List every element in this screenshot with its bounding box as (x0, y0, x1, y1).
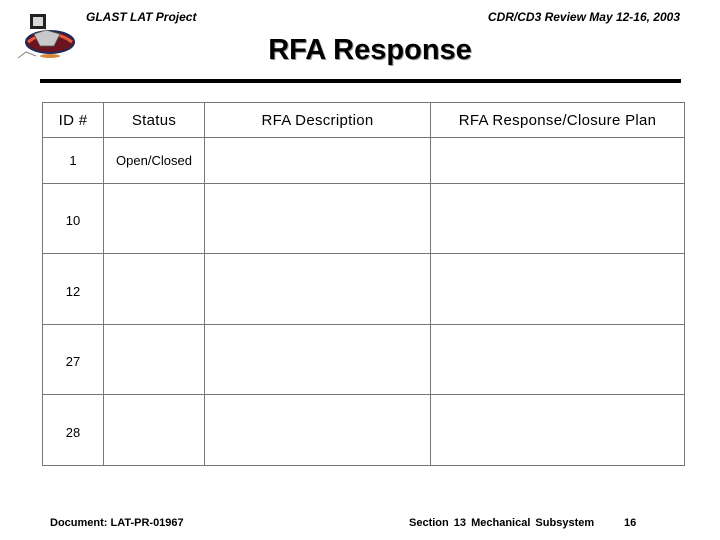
rfa-status-cell (104, 183, 205, 254)
table-row (43, 183, 685, 254)
table-row (43, 138, 685, 183)
page-number: 16 (624, 517, 637, 529)
page-title: RFA Response (268, 34, 472, 66)
column-header-status: Status (104, 103, 205, 138)
rfa-status-cell (104, 395, 205, 466)
rfa-status-cell (104, 324, 205, 395)
rfa-id-text: 12 (65, 283, 81, 299)
section-label: Section 13 Mechanical Subsystem (409, 517, 595, 529)
rfa-description-cell (205, 138, 431, 183)
column-header-response: RFA Response/Closure Plan (431, 103, 685, 138)
document-number: Document: LAT-PR-01967 (50, 517, 184, 529)
rfa-description-cell (205, 254, 431, 325)
rfa-response-cell (431, 324, 685, 395)
rfa-id-text: 28 (65, 424, 81, 440)
table-header-row (43, 103, 685, 138)
rfa-id-cell (43, 324, 104, 395)
review-info: CDR/CD3 Review May 12-16, 2003 (487, 10, 680, 24)
rfa-id-cell (43, 183, 104, 254)
rfa-response-cell (431, 395, 685, 466)
rfa-id-cell (43, 395, 104, 466)
table-row (43, 324, 685, 395)
column-header-id: ID # (43, 103, 104, 138)
title-divider (40, 79, 681, 83)
column-header-description: RFA Description (205, 103, 431, 138)
rfa-status-cell: Open/Closed (104, 138, 205, 183)
rfa-status-cell (104, 254, 205, 325)
rfa-response-cell (431, 254, 685, 325)
rfa-response-cell (431, 138, 685, 183)
table-row (43, 254, 685, 325)
rfa-id-text: 10 (65, 212, 81, 228)
rfa-id-cell (43, 254, 104, 325)
rfa-id-cell: 1 (43, 138, 104, 183)
rfa-description-cell (205, 395, 431, 466)
rfa-table (42, 102, 685, 466)
project-name: GLAST LAT Project (86, 10, 197, 24)
table-row (43, 395, 685, 466)
rfa-description-cell (205, 324, 431, 395)
rfa-id-text: 27 (65, 354, 81, 370)
rfa-description-cell (205, 183, 431, 254)
rfa-response-cell (431, 183, 685, 254)
